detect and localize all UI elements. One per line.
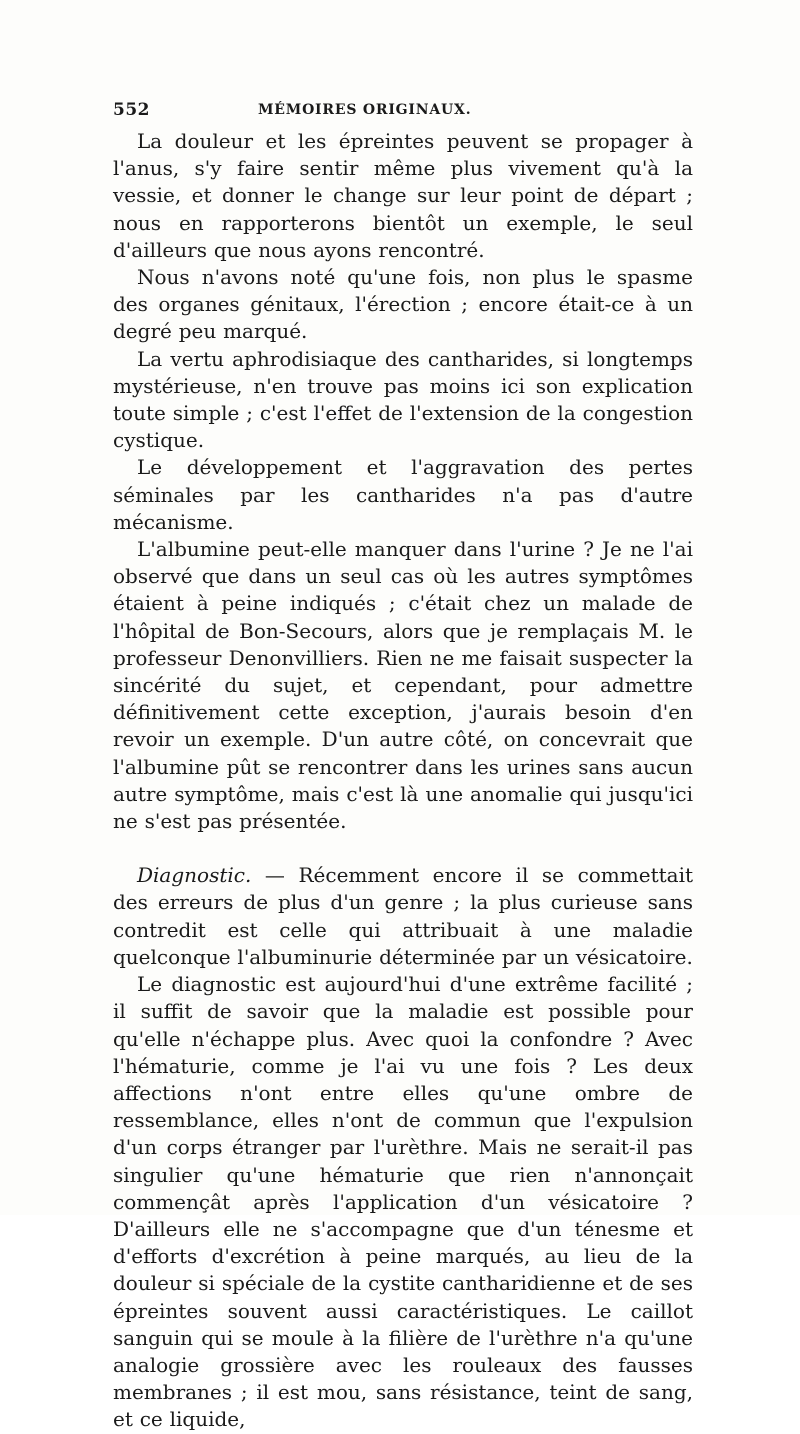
page-number: 552 bbox=[113, 100, 150, 120]
heading-dash: — bbox=[251, 863, 299, 888]
paragraph-albumin: L'albumine peut-elle manquer dans l'urine ? Je ne l'ai observé que dans un seul cas où les autres symptômes étaient à peine indiqués ; c'était chez un malade de l'hôpital de Bon-Secours, alors que je remplaçais M. le professeur Denonvilliers. Rien ne me faisait suspecter la sincérité du sujet, et cependant, pour admettre définitivement cette exception, j'aurais besoin d'en revoir un exemple. D'un autre côté, on concevrait que l'albumine pût se rencontrer dans les urines sans aucun autre symptôme, mais c'est là une anomalie qui jusqu'ici ne s'est pas présentée. bbox=[113, 537, 693, 834]
diagnostic-text: Récemment encore il se commettait des erreurs de plus d'un genre ; la plus curieuse sans contredit est celle qui attribuait à une maladie quelconque l'albuminurie déterminée par un vésicatoire. bbox=[113, 863, 694, 969]
paragraph-seminal-losses: Le développement et l'aggravation des pertes séminales par les cantharides n'a pas d'autre mécanisme. bbox=[113, 455, 693, 534]
paragraph-genital-spasm: Nous n'avons noté qu'une fois, non plus le spasme des organes génitaux, l'érection ; encore était-ce à un degré peu marqué. bbox=[113, 265, 693, 344]
paragraph-aphrodisiac-virtue: La vertu aphrodisiaque des cantharides, si longtemps mystérieuse, n'en trouve pas moins ici son explication toute simple ; c'est l'effet de l'extension de la congestion cystique. bbox=[113, 346, 693, 453]
body-text bbox=[113, 128, 693, 1434]
paragraph-diagnosis-ease: Le diagnostic est aujourd'hui d'une extrême facilité ; il suffit de savoir que la maladie est possible pour qu'elle n'échappe plus. Avec quoi la confondre ? Avec l'hématurie, comme je l'ai vu une fois ? Les deux affections n'ont entre elles qu'une ombre de ressemblance, elles n'ont de commun que l'expulsion d'un corps étranger par l'urèthre. Mais ne serait-il pas singulier qu'une hématurie que rien n'annonçait commençât après l'application d'un vésicatoire ? D'ailleurs elle ne s'accompagne que d'un ténesme et d'efforts d'excrétion à peine marqués, au lieu de la douleur si spéciale de la cystite cantharidienne et de ses épreintes souvent aussi caractéristiques. Le caillot sanguin qui se moule à la filière de l'urèthre n'a qu'une analogie grossière avec les rouleaux des fausses membranes ; il est mou, sans résistance, teint de sang, et ce liquide, bbox=[113, 972, 693, 1432]
running-title: MÉMOIRES ORIGINAUX. bbox=[258, 102, 472, 118]
running-head bbox=[113, 100, 693, 126]
paragraph-diagnostic bbox=[113, 862, 693, 971]
paragraph-gap bbox=[113, 835, 693, 862]
section-heading-diagnostic: Diagnostic. bbox=[137, 863, 252, 888]
paragraph-pain-propagation: La douleur et les épreintes peuvent se propager à l'anus, s'y faire sentir même plus vivement qu'à la vessie, et donner le change sur leur point de départ ; nous en rapporterons bientôt un exemple, le seul d'ailleurs que nous ayons rencontré. bbox=[113, 129, 693, 262]
